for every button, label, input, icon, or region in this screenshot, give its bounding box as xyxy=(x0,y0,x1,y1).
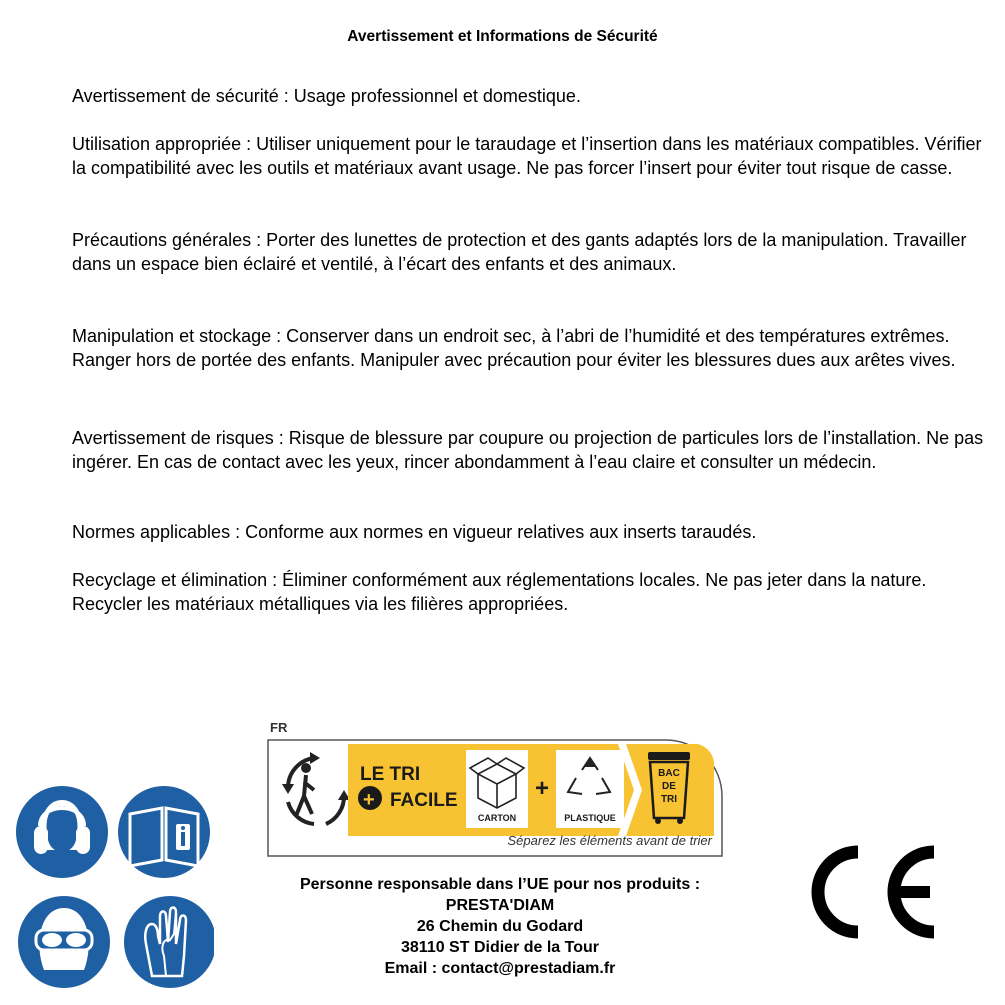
bin-line3: TRI xyxy=(660,794,678,805)
triman-recycling-label xyxy=(266,718,726,860)
responsible-heading: Personne responsable dans l’UE pour nos produits : xyxy=(299,876,701,893)
triman-country: FR xyxy=(270,720,288,735)
paragraph-handling-storage: Manipulation et stockage : Conserver dans un endroit sec, à l’abri de l’humidité et des températures extrêmes. Ranger hors de portée des enfants. Manipuler avec précaution pour éviter les blessures dues aux arêtes vives. xyxy=(72,326,956,370)
eye-protection-icon xyxy=(18,896,110,988)
ce-mark xyxy=(796,840,942,944)
mandatory-signs xyxy=(14,784,214,992)
paragraph-standards: Normes applicables : Conforme aux normes en vigueur relatives aux inserts taraudés. xyxy=(72,522,757,542)
ear-protection-icon xyxy=(16,786,108,878)
paragraph-precautions: Précautions générales : Porter des lunettes de protection et des gants adaptés lors de la manipulation. Travailler dans un espace bien éclairé et ventilé, à l’écart des enfants et des animaux. xyxy=(72,230,967,274)
bin-line2: DE xyxy=(662,781,676,792)
document-title: Avertissement et Informations de Sécurité xyxy=(347,28,658,45)
paragraph-recycling: Recyclage et élimination : Éliminer conformément aux réglementations locales. Ne pas jeter dans la nature. Recycler les matériaux métalliques via les filières appropriées. xyxy=(72,570,927,614)
plus-sign: + xyxy=(534,775,550,802)
address-street: 26 Chemin du Godard xyxy=(416,918,584,935)
company-name: PRESTA'DIAM xyxy=(445,897,555,914)
triman-footer: Séparez les éléments avant de trier xyxy=(507,833,712,848)
triman-line1: LE TRI xyxy=(360,764,421,785)
svg-text:FACILE: FACILE xyxy=(390,790,458,811)
svg-text:+: + xyxy=(363,789,375,811)
address-city: 38110 ST Didier de la Tour xyxy=(401,939,599,956)
item-carton: CARTON xyxy=(477,813,517,823)
bin-line1: BAC xyxy=(658,768,680,779)
item-plastique: PLASTIQUE xyxy=(564,813,616,823)
contact-email: Email : contact@prestadiam.fr xyxy=(384,960,616,977)
paragraph-usage: Avertissement de sécurité : Usage professionnel et domestique. xyxy=(72,86,581,106)
paragraph-risks: Avertissement de risques : Risque de blessure par coupure ou projection de particules lors de l’installation. Ne pas ingérer. En cas de contact avec les yeux, rincer abondamment à l’eau claire et consulter un médecin. xyxy=(72,428,984,472)
paragraph-proper-use: Utilisation appropriée : Utiliser uniquement pour le taraudage et l’insertion dans les matériaux compatibles. Vérifier la compatibilité avec les outils et matériaux avant usage. Ne pas forcer l’insert pour éviter tout risque de casse. xyxy=(72,134,982,178)
gloves-icon xyxy=(124,896,214,988)
eu-responsible-person xyxy=(250,874,750,979)
read-manual-icon xyxy=(118,786,210,878)
